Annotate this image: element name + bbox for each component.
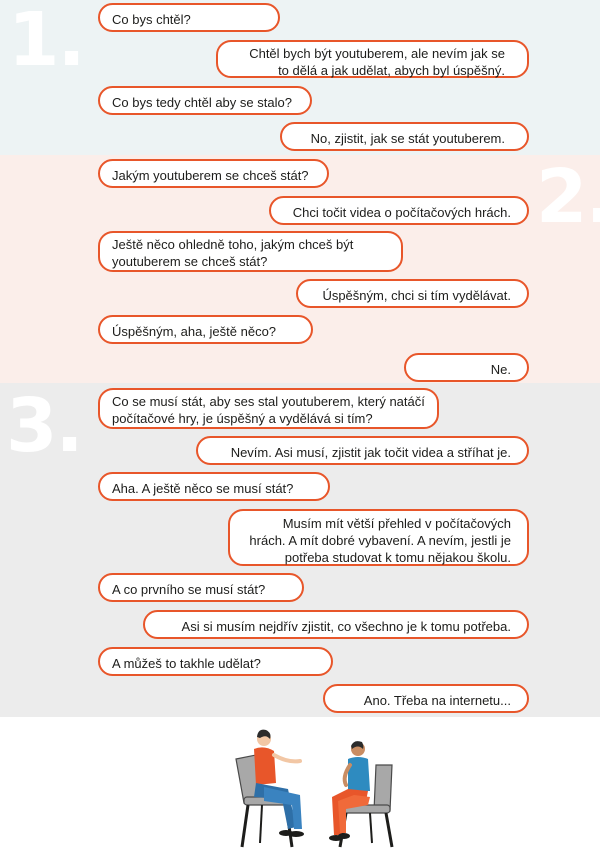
question-bubble: Ještě něco ohledně toho, jakým chceš být youtuberem se chceš stát?: [98, 231, 403, 272]
answer-bubble: Asi si musím nejdřív zjistit, co všechno je k tomu potřeba.: [143, 610, 529, 639]
answer-bubble: Ano. Třeba na internetu...: [323, 684, 529, 713]
question-bubble: A co prvního se musí stát?: [98, 573, 304, 602]
conversation-illustration: [230, 725, 410, 854]
answer-bubble: Musím mít větší přehled v počítačových hrách. A mít dobré vybavení. A nevím, jestli je potřeba studovat k tomu nějakou školu.: [228, 509, 529, 566]
question-bubble: Aha. A ještě něco se musí stát?: [98, 472, 330, 501]
question-bubble: A můžeš to takhle udělat?: [98, 647, 333, 676]
question-bubble: Jakým youtuberem se chceš stát?: [98, 159, 329, 188]
people-talking-icon: [230, 725, 410, 849]
answer-bubble: Úspěšným, chci si tím vydělávat.: [296, 279, 529, 308]
question-bubble: Co bys chtěl?: [98, 3, 280, 32]
answer-bubble: Nevím. Asi musí, zjistit jak točit videa a stříhat je.: [196, 436, 529, 465]
question-bubble: Úspěšným, aha, ještě něco?: [98, 315, 313, 344]
boy-figure: [329, 741, 370, 841]
answer-bubble: Ne.: [404, 353, 529, 382]
section-number: 2.: [536, 154, 612, 240]
answer-bubble: No, zjistit, jak se stát youtuberem.: [280, 122, 529, 151]
question-bubble: Co se musí stát, aby ses stal youtuberem, který natáčí počítačové hry, je úspěšný a vydělává si tím?: [98, 388, 439, 429]
section-number: 3.: [6, 383, 82, 469]
answer-bubble: Chci točit videa o počítačových hrách.: [269, 196, 529, 225]
answer-bubble: Chtěl bych být youtuberem, ale nevím jak se to dělá a jak udělat, abych byl úspěšný.: [216, 40, 529, 78]
question-bubble: Co bys tedy chtěl aby se stalo?: [98, 86, 312, 115]
section-number: 1.: [8, 0, 84, 83]
